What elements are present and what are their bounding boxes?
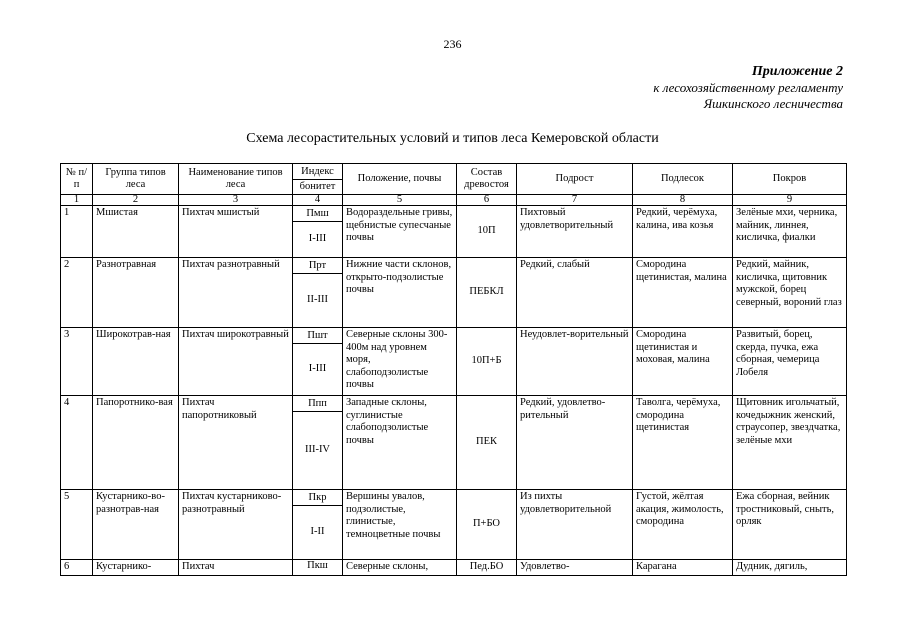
cell-index — [293, 396, 343, 490]
header-index — [293, 164, 343, 195]
cell-undergrowth: Неудовлет-ворительный — [517, 328, 633, 396]
column-number-row — [61, 195, 847, 206]
cell-index — [293, 490, 343, 560]
table-header-row — [61, 164, 847, 195]
cell-cover: Дудник, дягиль, — [733, 560, 847, 576]
cell-underbrush: Смородина щетинистая и моховая, малина — [633, 328, 733, 396]
col-number: 8 — [633, 195, 733, 206]
cell-name: Пихтач кустарниково-разнотравный — [179, 490, 293, 560]
cell-index — [293, 560, 343, 576]
cell-cover: Ежа сборная, вейник тростниковый, сныть, орляк — [733, 490, 847, 560]
cell-underbrush: Таволга, черёмуха, смородина щетинистая — [633, 396, 733, 490]
col-number: 4 — [293, 195, 343, 206]
col-number: 1 — [61, 195, 93, 206]
table-row-partial — [61, 560, 847, 576]
appendix-line-2: Яшкинского лесничества — [703, 96, 843, 111]
col-number: 5 — [343, 195, 457, 206]
appendix-line-1: к лесохозяйственному регламенту — [653, 80, 843, 95]
cell-bonitet: I-III — [308, 232, 327, 244]
cell-no: 2 — [61, 258, 93, 328]
cell-bonitet: III-IV — [304, 443, 331, 455]
cell-undergrowth: Редкий, удовлетво-рительный — [517, 396, 633, 490]
cell-cover: Щитовник игольчатый, кочедыжник женский, страусопер, звездчатка, зелёные мхи — [733, 396, 847, 490]
cell-no: 6 — [61, 560, 93, 576]
cell-composition: ПЕБКЛ — [457, 258, 517, 328]
cell-no: 4 — [61, 396, 93, 490]
cell-bonitet: II-III — [307, 293, 328, 305]
cell-underbrush: Густой, жёлтая акация, жимолость, смородина — [633, 490, 733, 560]
col-number: 2 — [93, 195, 179, 206]
col-number: 6 — [457, 195, 517, 206]
appendix-block — [653, 64, 843, 112]
table-row — [61, 490, 847, 560]
cell-index-code: Пмш — [293, 206, 342, 222]
forest-types-table — [60, 163, 847, 576]
cell-underbrush: Карагана — [633, 560, 733, 576]
table-row — [61, 206, 847, 258]
cell-name: Пихтач широкотравный — [179, 328, 293, 396]
cell-undergrowth: Удовлетво- — [517, 560, 633, 576]
cell-undergrowth: Пихтовый удовлетворительный — [517, 206, 633, 258]
cell-underbrush: Смородина щетинистая, малина — [633, 258, 733, 328]
cell-index-code: Ппп — [293, 396, 342, 412]
cell-composition: 10П — [457, 206, 517, 258]
cell-index — [293, 206, 343, 258]
cell-undergrowth: Из пихты удовлетворительной — [517, 490, 633, 560]
cell-no: 3 — [61, 328, 93, 396]
cell-position: Водораздельные гривы, щебнистые супесчаные почвы — [343, 206, 457, 258]
header-group: Группа типов леса — [93, 164, 179, 195]
cell-underbrush: Редкий, черёмуха, калина, ива козья — [633, 206, 733, 258]
table-row — [61, 396, 847, 490]
cell-group: Мшистая — [93, 206, 179, 258]
header-underbrush: Подлесок — [633, 164, 733, 195]
cell-position: Нижние части склонов, открыто-подзолистые почвы — [343, 258, 457, 328]
cell-group: Папоротнико-вая — [93, 396, 179, 490]
cell-composition: 10П+Б — [457, 328, 517, 396]
cell-bonitet: I-III — [308, 362, 327, 374]
cell-no: 1 — [61, 206, 93, 258]
table-row — [61, 328, 847, 396]
header-name: Наименование типов леса — [179, 164, 293, 195]
cell-index-code: Пкш — [307, 560, 328, 571]
header-cover: Покров — [733, 164, 847, 195]
page-number: 236 — [443, 37, 462, 51]
cell-composition: П+БО — [457, 490, 517, 560]
cell-index — [293, 328, 343, 396]
cell-index-code: Пкр — [293, 490, 342, 506]
cell-position: Вершины увалов, подзолистые, глинистые, темноцветные почвы — [343, 490, 457, 560]
header-undergrowth: Подрост — [517, 164, 633, 195]
cell-index — [293, 258, 343, 328]
cell-cover: Развитый, борец, скерда, пучка, ежа сборная, чемерица Лобеля — [733, 328, 847, 396]
cell-name: Пихтач папоротниковый — [179, 396, 293, 490]
cell-name: Пихтач — [179, 560, 293, 576]
cell-index-code: Пшт — [293, 328, 342, 344]
header-no: № п/п — [61, 164, 93, 195]
cell-position: Северные склоны, — [343, 560, 457, 576]
col-number: 9 — [733, 195, 847, 206]
cell-cover: Зелёные мхи, черника, майник, линнея, кисличка, фиалки — [733, 206, 847, 258]
header-bonitet-label: бонитет — [299, 181, 336, 192]
cell-cover: Редкий, майник, кисличка, щитовник мужской, борец северный, вороний глаз — [733, 258, 847, 328]
cell-position: Северные склоны 300-400м над уровнем моря, слабоподзолистые почвы — [343, 328, 457, 396]
cell-index-code: Прт — [293, 258, 342, 274]
header-index-label: Индекс — [293, 164, 342, 180]
cell-no: 5 — [61, 490, 93, 560]
cell-composition: Пед.БО — [457, 560, 517, 576]
cell-group: Разнотравная — [93, 258, 179, 328]
cell-bonitet: I-II — [310, 525, 325, 537]
col-number: 3 — [179, 195, 293, 206]
appendix-title: Приложение 2 — [751, 64, 843, 79]
col-number: 7 — [517, 195, 633, 206]
header-composition: Состав древостоя — [457, 164, 517, 195]
table-row — [61, 258, 847, 328]
cell-group: Широкотрав-ная — [93, 328, 179, 396]
cell-position: Западные склоны, суглинистые слабоподзолистые почвы — [343, 396, 457, 490]
cell-group: Кустарнико- — [93, 560, 179, 576]
header-position: Положение, почвы — [343, 164, 457, 195]
document-title: Схема лесорастительных условий и типов леса Кемеровской области — [246, 131, 659, 146]
cell-undergrowth: Редкий, слабый — [517, 258, 633, 328]
cell-group: Кустарнико-во-разнотрав-ная — [93, 490, 179, 560]
cell-name: Пихтач разнотравный — [179, 258, 293, 328]
cell-composition: ПЕК — [457, 396, 517, 490]
cell-name: Пихтач мшистый — [179, 206, 293, 258]
